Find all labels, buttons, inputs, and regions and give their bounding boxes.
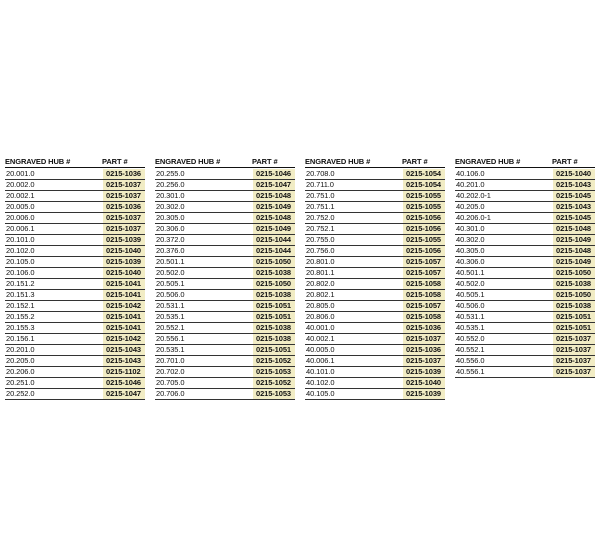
part-number-cell: 0215-1055 <box>403 191 445 201</box>
part-number-cell: 0215-1039 <box>103 235 145 245</box>
table-row <box>455 169 595 180</box>
table-row <box>455 257 595 268</box>
part-number-cell: 0215-1040 <box>103 246 145 256</box>
table-row <box>305 389 445 400</box>
part-number-cell: 0215-1047 <box>103 389 145 399</box>
engraved-hub-cell: 40.205.0 <box>456 202 485 211</box>
engraved-hub-cell: 20.711.0 <box>306 180 334 189</box>
engraved-hub-cell: 20.802.1 <box>306 290 335 299</box>
table-row <box>455 279 595 290</box>
table-row <box>5 224 145 235</box>
table-row <box>5 169 145 180</box>
table-row <box>455 334 595 345</box>
part-number-cell: 0215-1037 <box>103 180 145 190</box>
table-row <box>305 169 445 180</box>
part-number-cell: 0215-1051 <box>553 323 595 333</box>
part-number-cell: 0215-1037 <box>553 334 595 344</box>
table-column-4 <box>455 156 595 378</box>
engraved-hub-cell: 40.006.1 <box>306 356 335 365</box>
engraved-hub-cell: 20.151.3 <box>6 290 35 299</box>
table-row <box>455 180 595 191</box>
engraved-hub-cell: 40.556.0 <box>456 356 485 365</box>
engraved-hub-cell: 20.155.2 <box>6 312 35 321</box>
part-number-cell: 0215-1040 <box>103 268 145 278</box>
engraved-hub-cell: 20.552.1 <box>156 323 185 332</box>
table-column-1 <box>5 156 145 400</box>
table-row <box>305 323 445 334</box>
table-row <box>455 301 595 312</box>
table-row <box>305 180 445 191</box>
part-number-cell: 0215-1051 <box>553 312 595 322</box>
part-number-cell: 0215-1057 <box>403 257 445 267</box>
part-number-cell: 0215-1041 <box>103 290 145 300</box>
engraved-hub-cell: 20.751.0 <box>306 191 335 200</box>
table-header <box>5 156 145 168</box>
table-row <box>155 345 295 356</box>
table-row <box>155 224 295 235</box>
part-number-cell: 0215-1049 <box>253 224 295 234</box>
table-row <box>5 235 145 246</box>
engraved-hub-cell: 20.701.0 <box>156 356 185 365</box>
part-number-cell: 0215-1054 <box>403 180 445 190</box>
engraved-hub-cell: 20.752.0 <box>306 213 335 222</box>
header-part: PART # <box>402 157 428 166</box>
part-number-cell: 0215-1053 <box>253 367 295 377</box>
table-row <box>155 202 295 213</box>
part-number-cell: 0215-1051 <box>253 301 295 311</box>
part-number-cell: 0215-1043 <box>103 356 145 366</box>
table-row <box>155 290 295 301</box>
part-number-cell: 0215-1051 <box>253 312 295 322</box>
engraved-hub-cell: 20.205.0 <box>6 356 35 365</box>
part-number-cell: 0215-1102 <box>103 367 145 377</box>
engraved-hub-cell: 20.002.1 <box>6 191 35 200</box>
part-number-cell: 0215-1055 <box>403 202 445 212</box>
part-number-cell: 0215-1036 <box>103 169 145 179</box>
part-number-cell: 0215-1047 <box>253 180 295 190</box>
engraved-hub-cell: 40.501.1 <box>456 268 485 277</box>
engraved-hub-cell: 20.156.1 <box>6 334 35 343</box>
engraved-hub-cell: 20.201.0 <box>6 345 35 354</box>
engraved-hub-cell: 40.531.1 <box>456 312 485 321</box>
engraved-hub-cell: 20.372.0 <box>156 235 185 244</box>
engraved-hub-cell: 40.201.0 <box>456 180 485 189</box>
table-row <box>5 290 145 301</box>
part-number-cell: 0215-1049 <box>253 202 295 212</box>
table-row <box>305 235 445 246</box>
table-header <box>305 156 445 168</box>
table-row <box>455 290 595 301</box>
table-row <box>155 246 295 257</box>
table-row <box>305 345 445 356</box>
engraved-hub-cell: 20.806.0 <box>306 312 335 321</box>
table-row <box>455 345 595 356</box>
engraved-hub-cell: 20.101.0 <box>6 235 35 244</box>
table-row <box>155 312 295 323</box>
engraved-hub-cell: 40.206.0-1 <box>456 213 491 222</box>
table-row <box>455 191 595 202</box>
engraved-hub-cell: 20.752.1 <box>306 224 335 233</box>
table-row <box>155 301 295 312</box>
engraved-hub-cell: 40.535.1 <box>456 323 485 332</box>
part-number-cell: 0215-1050 <box>253 257 295 267</box>
table-row <box>5 213 145 224</box>
table-row <box>5 312 145 323</box>
part-number-cell: 0215-1058 <box>403 312 445 322</box>
engraved-hub-cell: 40.106.0 <box>456 169 485 178</box>
part-number-cell: 0215-1048 <box>553 246 595 256</box>
part-number-cell: 0215-1043 <box>103 345 145 355</box>
part-number-cell: 0215-1037 <box>103 224 145 234</box>
header-engraved-hub: ENGRAVED HUB # <box>305 157 371 166</box>
engraved-hub-cell: 20.502.0 <box>156 268 185 277</box>
part-number-cell: 0215-1053 <box>253 389 295 399</box>
part-number-cell: 0215-1044 <box>253 235 295 245</box>
part-number-cell: 0215-1052 <box>253 356 295 366</box>
table-row <box>155 235 295 246</box>
table-row <box>155 279 295 290</box>
part-number-cell: 0215-1040 <box>403 378 445 388</box>
table-row <box>305 246 445 257</box>
engraved-hub-cell: 40.502.0 <box>456 279 485 288</box>
engraved-hub-cell: 20.006.1 <box>6 224 35 233</box>
engraved-hub-cell: 40.552.0 <box>456 334 485 343</box>
part-number-cell: 0215-1036 <box>403 323 445 333</box>
engraved-hub-cell: 40.552.1 <box>456 345 485 354</box>
part-number-cell: 0215-1038 <box>253 323 295 333</box>
part-number-cell: 0215-1041 <box>103 323 145 333</box>
part-number-cell: 0215-1045 <box>553 213 595 223</box>
part-number-cell: 0215-1058 <box>403 290 445 300</box>
part-number-cell: 0215-1039 <box>103 257 145 267</box>
part-number-cell: 0215-1050 <box>553 290 595 300</box>
part-number-cell: 0215-1039 <box>403 389 445 399</box>
part-number-cell: 0215-1038 <box>253 290 295 300</box>
part-number-cell: 0215-1049 <box>553 235 595 245</box>
table-row <box>155 323 295 334</box>
part-number-cell: 0215-1056 <box>403 246 445 256</box>
engraved-hub-cell: 40.101.0 <box>306 367 335 376</box>
engraved-hub-cell: 20.102.0 <box>6 246 35 255</box>
part-number-cell: 0215-1056 <box>403 213 445 223</box>
engraved-hub-cell: 40.306.0 <box>456 257 485 266</box>
part-number-cell: 0215-1042 <box>103 301 145 311</box>
engraved-hub-cell: 40.005.0 <box>306 345 335 354</box>
table-row <box>305 224 445 235</box>
table-row <box>5 202 145 213</box>
table-row <box>455 224 595 235</box>
table-row <box>455 246 595 257</box>
part-number-cell: 0215-1038 <box>553 279 595 289</box>
engraved-hub-cell: 20.106.0 <box>6 268 35 277</box>
part-number-cell: 0215-1037 <box>553 345 595 355</box>
engraved-hub-cell: 20.151.2 <box>6 279 35 288</box>
header-part: PART # <box>252 157 278 166</box>
part-number-cell: 0215-1042 <box>103 334 145 344</box>
engraved-hub-cell: 20.501.1 <box>156 257 185 266</box>
engraved-hub-cell: 20.155.3 <box>6 323 35 332</box>
table-row <box>155 180 295 191</box>
part-number-cell: 0215-1046 <box>103 378 145 388</box>
header-part: PART # <box>552 157 578 166</box>
engraved-hub-cell: 20.302.0 <box>156 202 185 211</box>
table-row <box>5 378 145 389</box>
part-number-cell: 0215-1041 <box>103 312 145 322</box>
part-number-cell: 0215-1050 <box>553 268 595 278</box>
part-number-cell: 0215-1043 <box>553 202 595 212</box>
engraved-hub-cell: 20.805.0 <box>306 301 335 310</box>
table-row <box>455 312 595 323</box>
part-number-cell: 0215-1037 <box>553 356 595 366</box>
engraved-hub-cell: 20.002.0 <box>6 180 35 189</box>
engraved-hub-cell: 20.556.1 <box>156 334 185 343</box>
engraved-hub-cell: 40.305.0 <box>456 246 485 255</box>
engraved-hub-cell: 20.705.0 <box>156 378 185 387</box>
engraved-hub-cell: 20.006.0 <box>6 213 35 222</box>
part-number-cell: 0215-1037 <box>403 356 445 366</box>
table-row <box>455 235 595 246</box>
table-row <box>5 367 145 378</box>
part-number-cell: 0215-1037 <box>553 367 595 377</box>
engraved-hub-cell: 40.202.0-1 <box>456 191 491 200</box>
engraved-hub-cell: 40.506.0 <box>456 301 485 310</box>
engraved-hub-cell: 20.755.0 <box>306 235 335 244</box>
part-number-cell: 0215-1038 <box>253 268 295 278</box>
part-number-cell: 0215-1050 <box>253 279 295 289</box>
engraved-hub-cell: 40.105.0 <box>306 389 335 398</box>
engraved-hub-cell: 20.702.0 <box>156 367 185 376</box>
part-number-cell: 0215-1049 <box>553 257 595 267</box>
table-row <box>5 279 145 290</box>
part-number-cell: 0215-1052 <box>253 378 295 388</box>
part-number-cell: 0215-1057 <box>403 268 445 278</box>
table-row <box>155 334 295 345</box>
table-column-3 <box>305 156 445 400</box>
part-number-cell: 0215-1043 <box>553 180 595 190</box>
part-number-cell: 0215-1054 <box>403 169 445 179</box>
engraved-hub-cell: 20.376.0 <box>156 246 185 255</box>
table-row <box>155 257 295 268</box>
part-number-cell: 0215-1038 <box>253 334 295 344</box>
table-row <box>305 268 445 279</box>
engraved-hub-cell: 40.302.0 <box>456 235 485 244</box>
engraved-hub-cell: 20.251.0 <box>6 378 35 387</box>
engraved-hub-cell: 20.256.0 <box>156 180 185 189</box>
engraved-hub-cell: 20.801.0 <box>306 257 335 266</box>
engraved-hub-cell: 40.102.0 <box>306 378 335 387</box>
engraved-hub-cell: 20.105.0 <box>6 257 35 266</box>
table-row <box>5 323 145 334</box>
part-number-cell: 0215-1055 <box>403 235 445 245</box>
table-header <box>155 156 295 168</box>
part-number-cell: 0215-1046 <box>253 169 295 179</box>
part-number-cell: 0215-1040 <box>553 169 595 179</box>
engraved-hub-cell: 20.305.0 <box>156 213 185 222</box>
table-row <box>455 367 595 378</box>
engraved-hub-cell: 20.706.0 <box>156 389 185 398</box>
part-number-cell: 0215-1036 <box>403 345 445 355</box>
table-row <box>455 268 595 279</box>
table-row <box>155 356 295 367</box>
engraved-hub-cell: 20.152.1 <box>6 301 35 310</box>
part-number-cell: 0215-1051 <box>253 345 295 355</box>
part-number-cell: 0215-1045 <box>553 191 595 201</box>
engraved-hub-cell: 20.506.0 <box>156 290 185 299</box>
engraved-hub-cell: 40.001.0 <box>306 323 335 332</box>
table-row <box>455 202 595 213</box>
engraved-hub-cell: 20.306.0 <box>156 224 185 233</box>
table-row <box>305 367 445 378</box>
table-row <box>5 389 145 400</box>
engraved-hub-cell: 20.535.1 <box>156 345 185 354</box>
engraved-hub-cell: 20.255.0 <box>156 169 185 178</box>
part-number-cell: 0215-1036 <box>103 202 145 212</box>
table-row <box>455 323 595 334</box>
part-number-cell: 0215-1038 <box>553 301 595 311</box>
part-number-cell: 0215-1037 <box>103 213 145 223</box>
table-row <box>5 246 145 257</box>
part-number-cell: 0215-1048 <box>553 224 595 234</box>
table-row <box>155 213 295 224</box>
part-number-cell: 0215-1058 <box>403 279 445 289</box>
table-row <box>155 378 295 389</box>
table-row <box>5 180 145 191</box>
table-row <box>5 301 145 312</box>
table-row <box>5 334 145 345</box>
part-number-cell: 0215-1048 <box>253 191 295 201</box>
part-number-cell: 0215-1048 <box>253 213 295 223</box>
table-row <box>305 257 445 268</box>
engraved-hub-cell: 20.751.1 <box>306 202 335 211</box>
part-number-cell: 0215-1037 <box>103 191 145 201</box>
table-row <box>305 213 445 224</box>
table-row <box>305 202 445 213</box>
table-row <box>155 169 295 180</box>
part-number-cell: 0215-1056 <box>403 224 445 234</box>
table-row <box>455 213 595 224</box>
engraved-hub-cell: 20.206.0 <box>6 367 35 376</box>
table-row <box>5 345 145 356</box>
table-header <box>455 156 595 168</box>
table-row <box>5 191 145 202</box>
engraved-hub-cell: 40.301.0 <box>456 224 485 233</box>
header-engraved-hub: ENGRAVED HUB # <box>155 157 221 166</box>
table-row <box>305 356 445 367</box>
engraved-hub-cell: 40.556.1 <box>456 367 485 376</box>
part-number-cell: 0215-1039 <box>403 367 445 377</box>
table-row <box>155 367 295 378</box>
part-number-cell: 0215-1057 <box>403 301 445 311</box>
part-number-cell: 0215-1037 <box>403 334 445 344</box>
table-row <box>305 191 445 202</box>
table-row <box>5 257 145 268</box>
table-row <box>305 301 445 312</box>
engraved-hub-cell: 20.505.1 <box>156 279 185 288</box>
table-row <box>455 356 595 367</box>
engraved-hub-cell: 20.531.1 <box>156 301 185 310</box>
engraved-hub-cell: 40.505.1 <box>456 290 485 299</box>
engraved-hub-cell: 20.801.1 <box>306 268 335 277</box>
table-row <box>5 356 145 367</box>
engraved-hub-cell: 20.005.0 <box>6 202 35 211</box>
engraved-hub-cell: 20.301.0 <box>156 191 185 200</box>
table-column-2 <box>155 156 295 400</box>
engraved-hub-cell: 20.252.0 <box>6 389 35 398</box>
table-row <box>305 279 445 290</box>
table-row <box>305 334 445 345</box>
engraved-hub-cell: 20.001.0 <box>6 169 35 178</box>
engraved-hub-cell: 20.802.0 <box>306 279 335 288</box>
part-number-cell: 0215-1044 <box>253 246 295 256</box>
part-number-cell: 0215-1041 <box>103 279 145 289</box>
header-engraved-hub: ENGRAVED HUB # <box>5 157 71 166</box>
engraved-hub-cell: 20.756.0 <box>306 246 335 255</box>
table-row <box>305 378 445 389</box>
engraved-hub-cell: 20.708.0 <box>306 169 335 178</box>
table-row <box>155 268 295 279</box>
table-row <box>155 389 295 400</box>
engraved-hub-cell: 40.002.1 <box>306 334 335 343</box>
header-engraved-hub: ENGRAVED HUB # <box>455 157 521 166</box>
table-row <box>5 268 145 279</box>
header-part: PART # <box>102 157 128 166</box>
table-row <box>155 191 295 202</box>
table-row <box>305 312 445 323</box>
table-row <box>305 290 445 301</box>
engraved-hub-cell: 20.535.1 <box>156 312 185 321</box>
